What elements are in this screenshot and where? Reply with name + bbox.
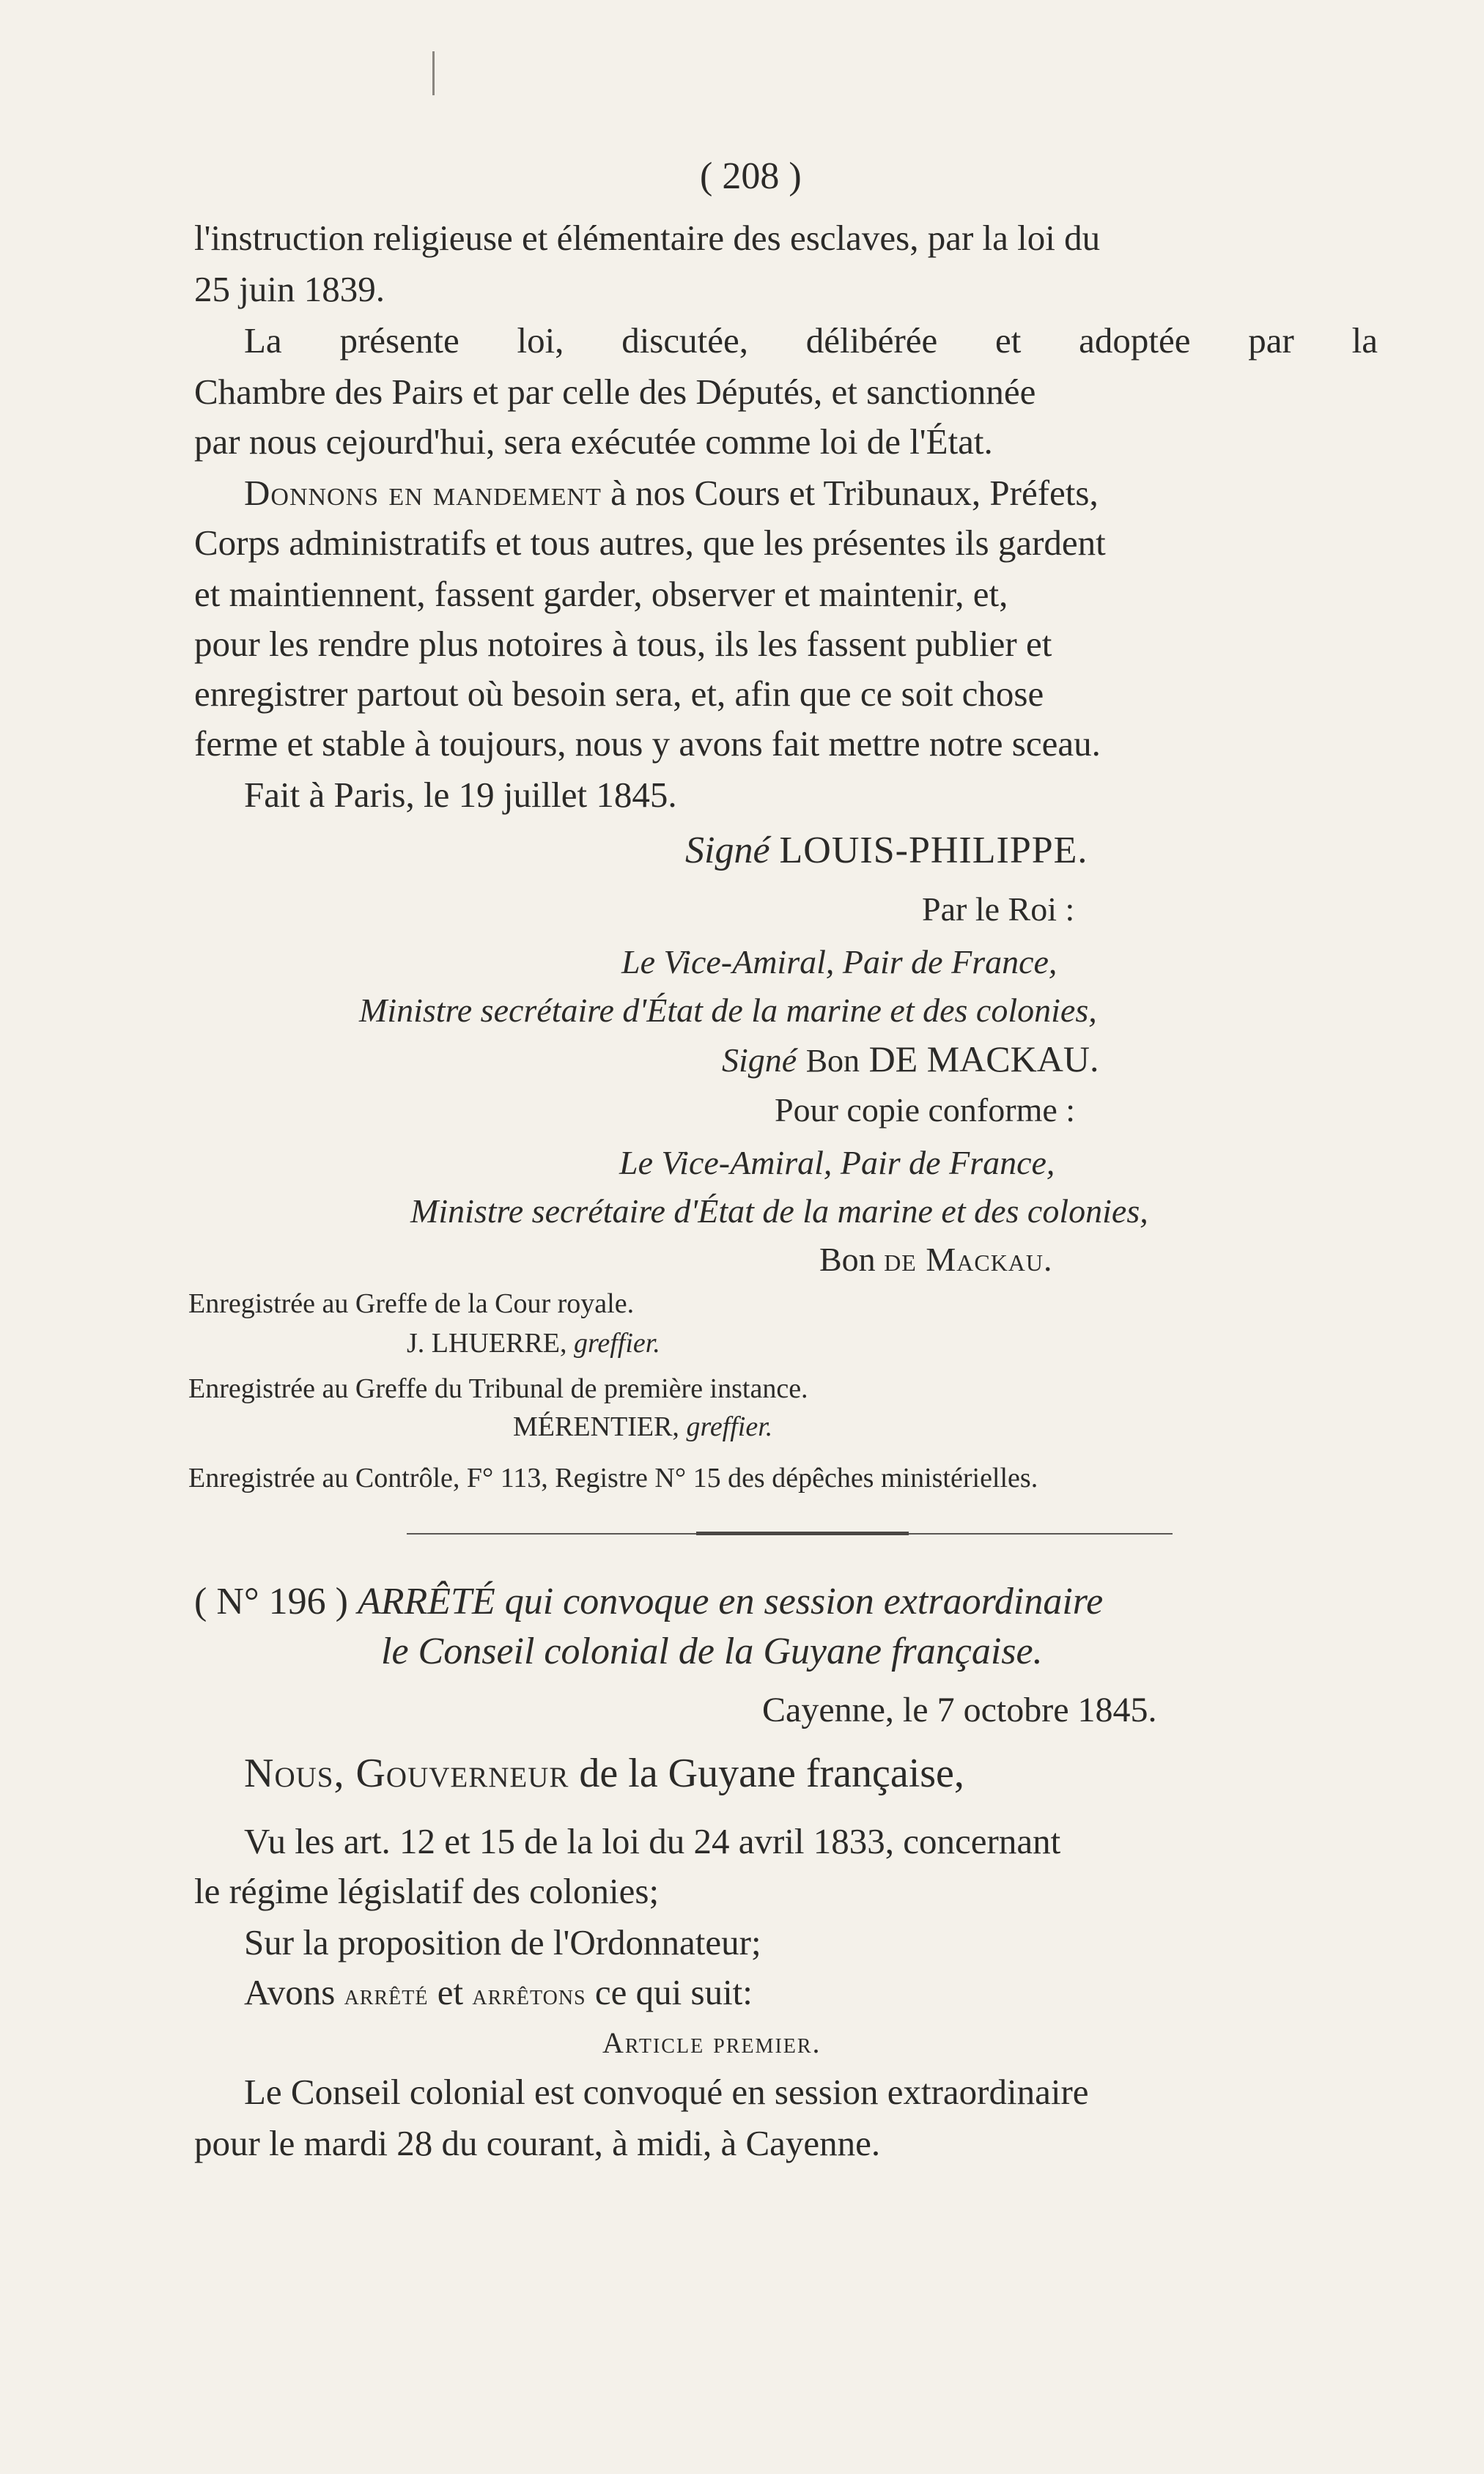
arrete-place-date: Cayenne, le 7 octobre 1845. (762, 1691, 1157, 1729)
signe-label: Signé (685, 830, 770, 871)
mandement-lead: Donnons en mandement (244, 473, 602, 513)
law-paragraph-line-1: La présente loi, discutée, délibérée et adoptée par la (244, 320, 1378, 361)
baron-abbrev: Bon (819, 1241, 876, 1278)
avons-line: Avons arrêté et arrêtons ce qui suit: (244, 1972, 753, 2012)
arrete-title-1: ARRÊTÉ qui convoque en session extraordinaire (357, 1581, 1104, 1622)
mandement-line-5: enregistrer partout où besoin sera, et, afin que ce soit chose (194, 673, 1044, 714)
section-divider-center (696, 1532, 909, 1535)
mandement-line-6: ferme et stable à toujours, nous y avons fait mettre notre sceau. (194, 723, 1101, 764)
signe-label: Signé (722, 1041, 797, 1079)
par-le-roi: Par le Roi : (922, 890, 1075, 928)
registration-cour-royale-clerk: J. LHUERRE, greffier. (407, 1328, 660, 1359)
continued-paragraph-line-2: 25 juin 1839. (194, 269, 385, 309)
registration-tribunal: Enregistrée au Greffe du Tribunal de première instance. (188, 1373, 808, 1404)
minister-title-line-2: Ministre secrétaire d'État de la marine et des colonies, (359, 992, 1097, 1029)
vu-line-2: le régime législatif des colonies; (194, 1871, 660, 1911)
arrete-heading-line-1 (194, 1583, 1103, 1621)
copie-title-line-2: Ministre secrétaire d'État de la marine et des colonies, (410, 1192, 1148, 1230)
vu-line-1: Vu les art. 12 et 15 de la loi du 24 avril 1833, concernant (244, 1821, 1061, 1861)
arrete-heading-line-2: le Conseil colonial de la Guyane française. (381, 1631, 1043, 1672)
registration-cour-royale: Enregistrée au Greffe de la Cour royale. (188, 1288, 635, 1319)
copie-conforme: Pour copie conforme : (775, 1091, 1076, 1129)
minister-signature (722, 1038, 1099, 1079)
minister-title-line-1: Le Vice-Amiral, Pair de France, (621, 943, 1057, 981)
article-heading: Article premier. (602, 2026, 822, 2059)
date-line: Fait à Paris, le 19 juillet 1845. (244, 775, 677, 815)
binding-mark (432, 51, 435, 95)
copie-title-line-1: Le Vice-Amiral, Pair de France, (619, 1144, 1055, 1181)
registration-controle: Enregistrée au Contrôle, F° 113, Registre N° 15 des dépêches ministérielles. (188, 1463, 1038, 1493)
registration-tribunal-clerk: MÉRENTIER, greffier. (513, 1411, 773, 1442)
article-line-1: Le Conseil colonial est convoqué en session extraordinaire (244, 2072, 1089, 2112)
page-number: ( 208 ) (700, 155, 802, 197)
arrete-nous-line: Nous, Gouverneur de la Guyane française, (244, 1751, 964, 1796)
mandement-line-2: Corps administratifs et tous autres, que les présentes ils gardent (194, 523, 1106, 563)
article-line-2: pour le mardi 28 du courant, à midi, à Cayenne. (194, 2123, 881, 2163)
king-signature (685, 832, 1088, 870)
copie-name: de Mackau. (884, 1241, 1053, 1278)
mandement-line-1: Donnons en mandement à nos Cours et Tribunaux, Préfets, (244, 473, 1099, 513)
mandement-line-4: pour les rendre plus notoires à tous, ils les fassent publier et (194, 624, 1052, 664)
baron-abbrev: Bon (805, 1043, 860, 1079)
arrete-number: ( N° 196 ) (194, 1581, 348, 1622)
mandement-line-3: et maintiennent, fassent garder, observer et maintenir, et, (194, 574, 1008, 614)
minister-name: DE MACKAU. (868, 1038, 1099, 1079)
king-name: LOUIS-PHILIPPE. (779, 830, 1088, 871)
copie-signature (819, 1243, 1053, 1277)
law-paragraph-line-2: Chambre des Pairs et par celle des Députés, et sanctionnée (194, 372, 1036, 412)
sur-line: Sur la proposition de l'Ordonnateur; (244, 1922, 761, 1962)
continued-paragraph-line-1: l'instruction religieuse et élémentaire des esclaves, par la loi du (194, 218, 1101, 258)
law-paragraph-line-3: par nous cejourd'hui, sera exécutée comme loi de l'État. (194, 421, 993, 462)
nous-gouverneur: Nous, Gouverneur (244, 1751, 569, 1796)
